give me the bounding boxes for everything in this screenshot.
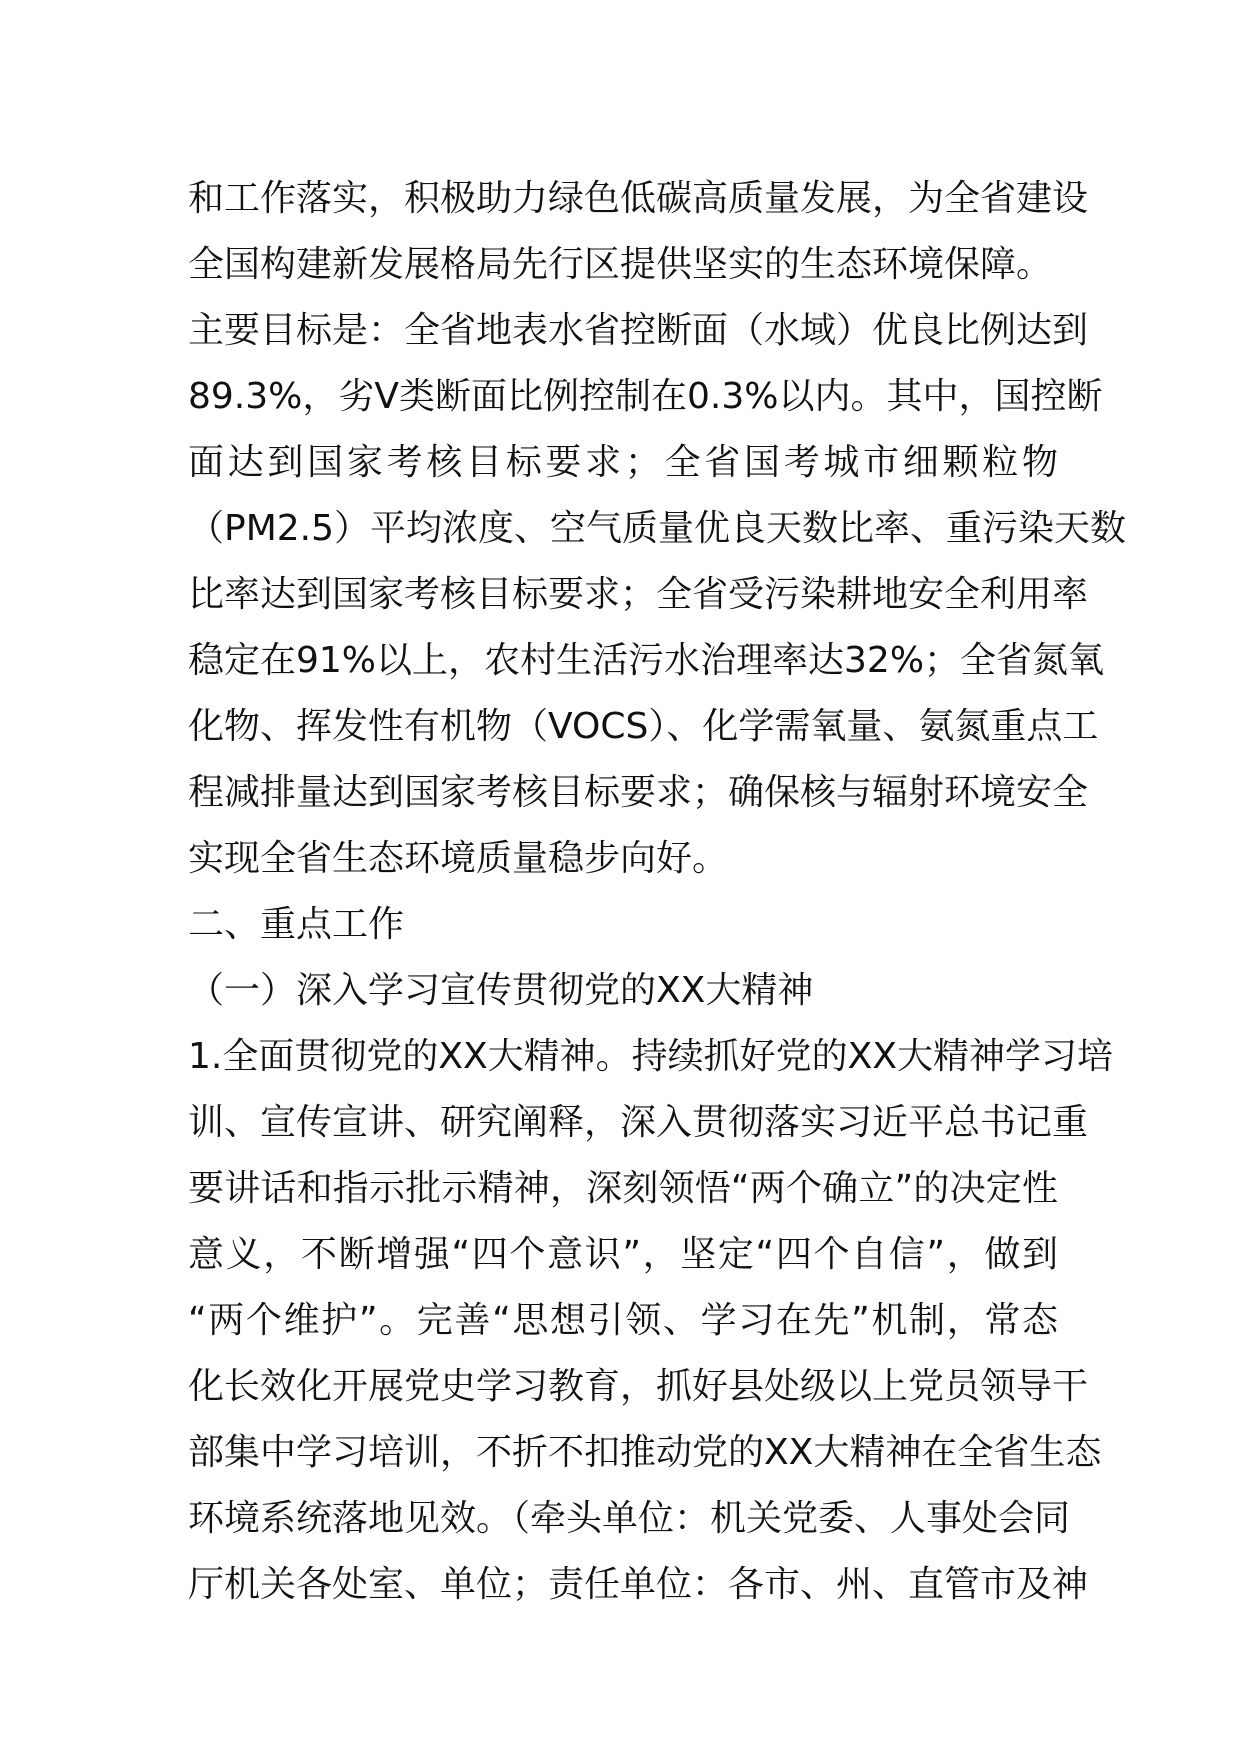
text-line: 意义，不断增强“四个意识”，坚定“四个自信”，做到: [188, 1234, 1058, 1275]
section-heading: 二、重点工作: [188, 904, 405, 945]
text-line: 环境系统落地见效。（牵头单位：机关党委、人事处会同: [188, 1498, 1071, 1539]
text-line: 要讲话和指示批示精神，深刻领悟“两个确立”的决定性: [188, 1168, 1058, 1209]
text-line: 化长效化开展党史学习教育，抓好县处级以上党员领导干: [188, 1366, 1089, 1407]
text-line: 训、宣传宣讲、研究阐释，深入贯彻落实习近平总书记重: [188, 1102, 1089, 1143]
text-line: 主要目标是：全省地表水省控断面（水域）优良比例达到: [188, 310, 1089, 351]
text-line: 面达到国家考核目标要求；全省国考城市细颗粒物: [188, 442, 1058, 483]
text-line: 程减排量达到国家考核目标要求；确保核与辐射环境安全: [188, 772, 1089, 813]
text-line: 稳定在91%以上，农村生活污水治理率达32%；全省氮氧: [188, 640, 1105, 681]
text-line: 比率达到国家考核目标要求；全省受污染耕地安全利用率: [188, 574, 1089, 615]
text-line: 化物、挥发性有机物（VOCS）、化学需氧量、氨氮重点工: [188, 706, 1099, 747]
text-line: 全国构建新发展格局先行区提供坚实的生态环境保障。: [188, 244, 1053, 285]
text-line: “两个维护”。完善“思想引领、学习在先”机制，常态: [188, 1300, 1058, 1341]
text-line: 和工作落实，积极助力绿色低碳高质量发展，为全省建设: [188, 178, 1089, 219]
text-line: 部集中学习培训，不折不扣推动党的XX大精神在全省生态: [188, 1432, 1102, 1473]
text-line: 厅机关各处室、单位；责任单位：各市、州、直管市及神: [188, 1564, 1089, 1605]
text-line: （PM2.5）平均浓度、空气质量优良天数比率、重污染天数: [188, 508, 1127, 549]
text-line: 实现全省生态环境质量稳步向好。: [188, 838, 729, 879]
subsection-heading: （一）深入学习宣传贯彻党的XX大精神: [188, 970, 814, 1011]
text-line: 1.全面贯彻党的XX大精神。持续抓好党的XX大精神学习培: [188, 1036, 1113, 1077]
text-line: 89.3%，劣Ⅴ类断面比例控制在0.3%以内。其中，国控断: [188, 376, 1103, 417]
document-body: [188, 166, 1127, 1618]
